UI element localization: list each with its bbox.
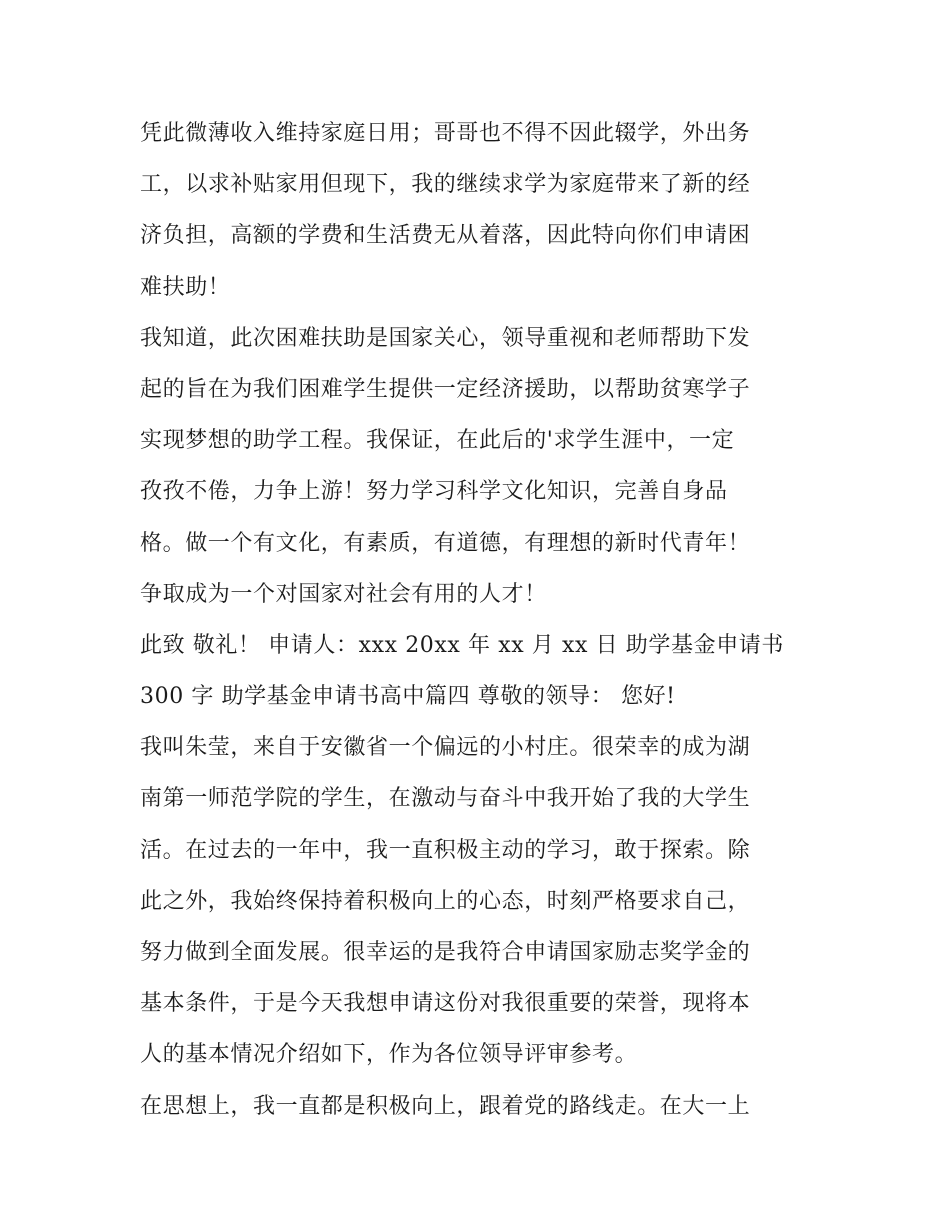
text-line: 此之外，我始终保持着积极向上的心态，时刻严格要求自己，	[140, 888, 751, 914]
text-line: 活。在过去的一年中，我一直积极主动的学习，敢于探索。除	[140, 837, 751, 863]
text-line: 此致 敬礼！ 申请人：xxx 20xx 年 xx 月 xx 日 助学基金申请书	[140, 632, 784, 658]
text-line: 格。做一个有文化，有素质，有道德，有理想的新时代青年！	[140, 530, 751, 556]
text-line: 起的旨在为我们困难学生提供一定经济援助，以帮助贫寒学子	[140, 376, 751, 402]
text-line: 难扶助！	[140, 274, 231, 300]
text-line: 基本条件，于是今天我想申请这份对我很重要的荣誉，现将本	[140, 991, 751, 1017]
text-line: 济负担，高额的学费和生活费无从着落，因此特向你们申请困	[140, 223, 751, 249]
text-line: 我叫朱莹，来自于安徽省一个偏远的小村庄。很荣幸的成为湖	[140, 735, 751, 761]
text-line: 南第一师范学院的学生，在激动与奋斗中我开始了我的大学生	[140, 786, 751, 812]
text-line: 努力做到全面发展。很幸运的是我符合申请国家励志奖学金的	[140, 940, 751, 965]
text-line: 凭此微薄收入维持家庭日用；哥哥也不得不因此辍学，外出务	[140, 121, 751, 146]
text-line: 在思想上，我一直都是积极向上，跟着党的路线走。在大一上	[140, 1093, 751, 1119]
text-line: 300 字 助学基金申请书高中篇四 尊敬的领导： 您好!	[140, 684, 676, 710]
text-line: 工，以求补贴家用但现下，我的继续求学为家庭带来了新的经	[140, 172, 751, 198]
text-line: 人的基本情况介绍如下，作为各位领导评审参考。	[140, 1042, 638, 1068]
text-line: 实现梦想的助学工程。我保证，在此后的'求学生涯中，一定	[140, 428, 735, 454]
document-body	[140, 108, 830, 1132]
text-line: 我知道，此次困难扶助是国家关心，领导重视和老师帮助下发	[140, 325, 751, 351]
text-line: 争取成为一个对国家对社会有用的人才！	[140, 581, 547, 607]
text-line: 孜孜不倦，力争上游！努力学习科学文化知识，完善自身品	[140, 479, 728, 505]
